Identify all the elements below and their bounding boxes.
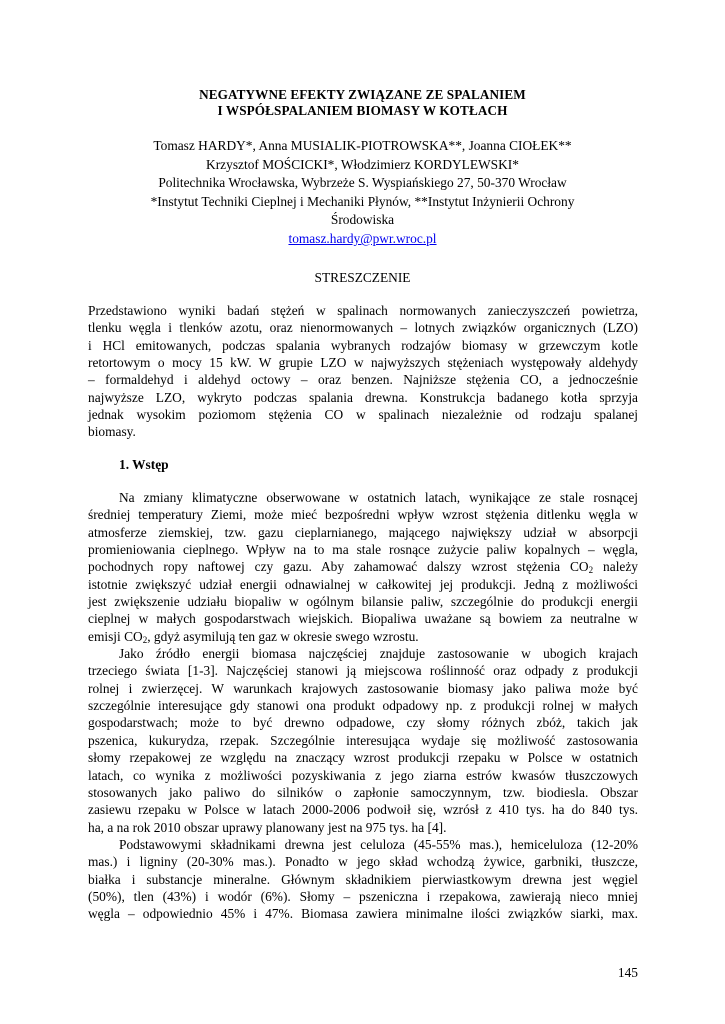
body-line-text: , gdyż asymilują ten gaz w okresie swego wzrostu. <box>147 628 419 644</box>
body-line: średniej temperatury Ziemi, może mieć bezpośredni wpływ wzrost stężenia ditlenku węgla w <box>88 507 638 523</box>
abstract-line: najwyższe LZO, wykryto podczas spalania drewna. Konstrukcja badanego kotła sprzyja <box>88 389 638 405</box>
body-line: Jako źródło energii biomasa najczęściej znajduje zastosowanie w ubogich krajach <box>119 646 638 662</box>
authors-line-1: Tomasz HARDY*, Anna MUSIALIK-PIOTROWSKA**, Joanna CIOŁEK** <box>153 138 572 153</box>
body-line: trzeciego świata [1-3]. Najczęściej stanowi ją miejscowa roślinność oraz odpady z produkcji <box>88 663 638 679</box>
affiliation-line-2: *Instytut Techniki Cieplnej i Mechaniki Płynów, **Instytut Inżynierii Ochrony <box>150 193 575 209</box>
abstract-line: tlenku węgla i tlenków azotu, oraz nienormowanych – lotnych związków organicznych (LZO) <box>88 320 638 336</box>
body-line: Podstawowymi składnikami drewna jest celuloza (45-55% mas.), hemiceluloza (12-20% <box>119 836 638 852</box>
affiliation-line-3: Środowiska <box>330 212 395 228</box>
body-line: istotnie zwiększyć udział energii odnawialnej w całkowitej jej produkcji. Jedną z możliwości <box>88 576 638 592</box>
affiliation-line-1: Politechnika Wrocławska, Wybrzeże S. Wyspiańskiego 27, 50-370 Wrocław <box>158 175 567 191</box>
page-number: 145 <box>617 965 638 980</box>
body-line <box>88 558 638 575</box>
author-email-link[interactable]: tomasz.hardy@pwr.wroc.pl <box>288 230 437 246</box>
author-block <box>0 137 725 249</box>
body-line: pszenica, kukurydza, rzepak. Szczególnie interesująca wydaje się możliwość zastosowania <box>88 732 638 748</box>
paper-title <box>0 87 725 119</box>
body-line-text: należy <box>593 559 638 575</box>
abstract-line: – formaldehyd i aldehyd octowy – oraz benzen. Najniższe stężenia CO, a jednocześnie <box>88 372 638 388</box>
body-line: ha, a na rok 2010 obszar uprawy planowany jest na 975 tys. ha [4]. <box>88 819 447 835</box>
subscript: 2 <box>142 634 148 645</box>
abstract-line: biomasy. <box>88 424 136 440</box>
body-line: atmosferze ziemskiej, tzw. gazu cieplarnianego, mającego największy udział w absorpcji <box>88 524 638 540</box>
body-line <box>88 628 638 645</box>
abstract-line: i HCl emitowanych, podczas spalania wybranych rodzajów biomasy w grzewczym kotle <box>88 337 638 353</box>
body-line: białka i substancje mineralne. Głównym składnikiem pierwiastkowym drewna jest węgiel <box>88 871 638 887</box>
abstract-line: Przedstawiono wyniki badań stężeń w spalinach normowanych zanieczyszczeń powietrza, <box>88 303 638 318</box>
body-line: jest zwiększenie udziału biopaliw w ogólnym bilansie paliw, szczególnie do produkcji energii <box>88 594 638 610</box>
body-line-text: pochodnych ropy naftowej czy gazu. Aby zahamować dalszy wzrost stężenia CO <box>88 559 589 575</box>
body-line: stosowanych jako paliwo do silników o zapłonie samoczynnym, tzw. biodiesla. Obszar <box>88 784 638 800</box>
abstract-line: jednak wysokim poziomom stężenia CO w spalinach niezależnie od rodzaju spalanej <box>88 407 638 423</box>
body-line: szczególnie interesujące gdy stanowi ona produkt odpadowy np. z produkcji rolnej w małych <box>88 698 638 714</box>
body-line: Na zmiany klimatyczne obserwowane w ostatnich latach, wynikające ze stale rosnącej <box>119 490 638 505</box>
abstract-text <box>88 302 638 441</box>
body-line: zasiewu rzepaku w Polsce w latach 2000-2006 podwoił się, wzrósł z 410 tys. ha do 840 tys. <box>88 802 638 818</box>
authors-line-2: Krzysztof MOŚCICKI*, Włodzimierz KORDYLEWSKI* <box>206 156 519 172</box>
body-line: promieniowania cieplnego. Wpływ na to ma stale rosnące zużycie paliw kopalnych – węgla, <box>88 542 638 558</box>
body-line: cieplnej w małych gospodarstwach wiejskich. Biopaliwa uważane są bowiem za neutralne w <box>88 611 638 627</box>
body-line: rolnej i zwierzęcej. W warunkach krajowych zastosowanie biomasy jako paliwa może być <box>88 680 638 696</box>
section-heading-intro: 1. Wstęp <box>119 457 169 472</box>
body-line: węgla – odpowiednio 45% i 47%. Biomasa zawiera minimalne ilości związków siarki, max. <box>88 906 638 922</box>
body-line: słomy rzepakowej ze względu na znaczący wzrost produkcji rzepaku w Polsce w ostatnich <box>88 750 638 766</box>
body-line-text: emisji CO <box>88 628 143 644</box>
title-line-2: I WSPÓŁSPALANIEM BIOMASY W KOTŁACH <box>217 103 508 118</box>
body-line: mas.) i ligniny (20-30% mas.). Ponadto w jego skład wchodzą żywice, garbniki, tłuszcze, <box>88 854 638 870</box>
abstract-line: retortowym o mocy 15 kW. W grupie LZO w najwyższych stężeniach występowały aldehydy <box>88 355 638 371</box>
body-text <box>88 489 638 923</box>
title-line-1: NEGATYWNE EFEKTY ZWIĄZANE ZE SPALANIEM <box>199 87 526 102</box>
body-line: latach, co wynika z możliwości pozyskiwania z jego ziarna estrów kwasów tłuszczowych <box>88 767 638 783</box>
abstract-heading: STRESZCZENIE <box>314 270 411 285</box>
body-line: gospodarstwach; może to być drewno odpadowe, czy słomy różnych zbóż, takich jak <box>88 715 638 731</box>
subscript: 2 <box>588 565 594 576</box>
body-line: (50%), tlen (43%) i wodór (6%). Słomy – pszeniczna i rzepakowa, zawierają nieco mniej <box>88 888 638 904</box>
